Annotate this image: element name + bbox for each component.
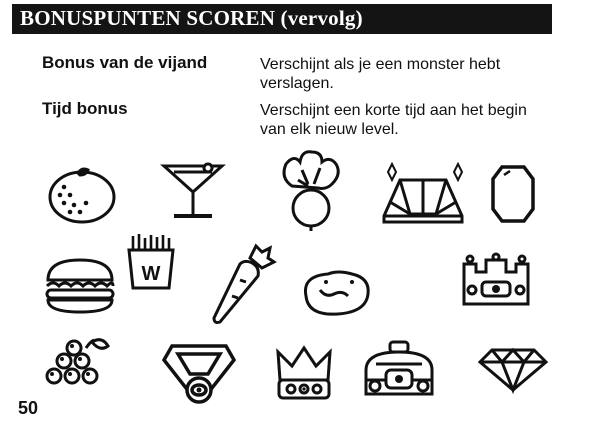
bonus-term: Bonus van de vijand (42, 53, 208, 72)
bonus-description: Verschijnt een korte tijd aan het begin van elk nieuw level. (260, 102, 527, 138)
bonus-term: Tijd bonus (42, 99, 128, 118)
jeweled-tiara-icon (362, 340, 436, 402)
bonus-description: Verschijnt als je een monster hebt verslagen. (260, 56, 501, 92)
section-header (12, 4, 552, 34)
potato-icon (300, 268, 372, 318)
eye-amulet-icon (162, 340, 236, 406)
hamburger-icon (44, 258, 116, 316)
crystal-treasure-icon (380, 158, 466, 228)
jeweled-crown-icon (460, 254, 532, 310)
page-number: 50 (18, 398, 39, 418)
gem-icon (490, 163, 536, 225)
grapes-icon (46, 334, 112, 388)
turnip-icon (278, 150, 344, 232)
svg-text:W: W (141, 263, 161, 285)
cocktail-icon (160, 160, 226, 222)
orange-icon (46, 165, 118, 225)
carrot-icon (210, 240, 276, 326)
diamond-icon (478, 346, 548, 392)
crown-icon (276, 344, 332, 402)
fries-icon (125, 232, 177, 292)
page-title: BONUSPUNTEN SCOREN (vervolg) (20, 6, 363, 30)
